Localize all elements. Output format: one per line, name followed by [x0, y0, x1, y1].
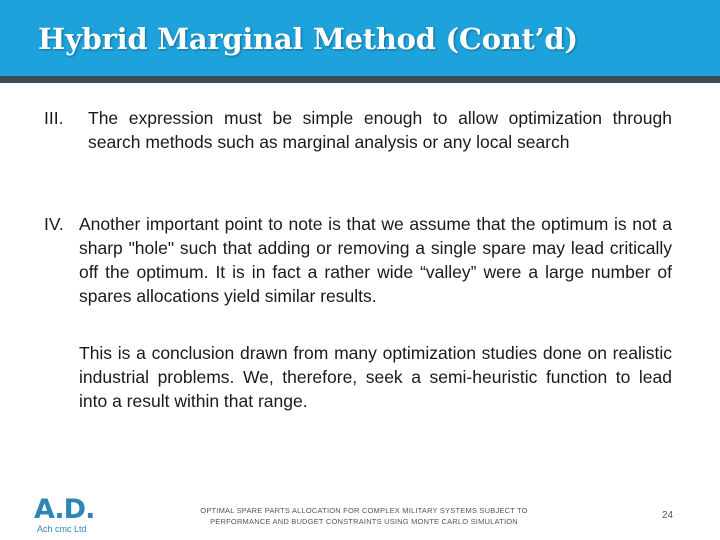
company-logo: [34, 496, 94, 536]
slide-title: Hybrid Marginal Method (Cont’d): [38, 22, 578, 56]
page-number: 24: [662, 510, 674, 521]
list-item-number: IV.: [44, 214, 64, 234]
list-item-text: Another important point to note is that we assume that the optimum is not a sharp "hole" such that adding or removing a single spare may lead critically off the optimum. It is in fact a rather wide “valley” were a large number of spares allocations yield similar results.: [79, 214, 672, 306]
list-item-number: III.: [44, 108, 64, 128]
logo-subtitle: Ach cmc Ltd: [37, 524, 87, 534]
title-divider: [0, 76, 720, 83]
footer-caption-line: OPTIMAL SPARE PARTS ALLOCATION FOR COMPLEX MILITARY SYSTEMS SUBJECT TO: [200, 506, 528, 515]
list-item-text: The expression must be simple enough to allow optimization through search methods such as marginal analysis or any local search: [88, 108, 672, 152]
footer-caption: [180, 505, 548, 527]
footer-caption-line: PERFORMANCE AND BUDGET CONSTRAINTS USING MONTE CARLO SIMULATION: [210, 517, 518, 526]
title-bar: [0, 0, 720, 76]
list-item: [44, 212, 672, 308]
conclusion-paragraph: This is a conclusion drawn from many optimization studies done on realistic industrial problems. We, therefore, seek a semi-heuristic function to lead into a result within that range.: [79, 343, 672, 411]
list-item: [44, 106, 672, 154]
logo-mark: A.D.: [34, 494, 95, 525]
